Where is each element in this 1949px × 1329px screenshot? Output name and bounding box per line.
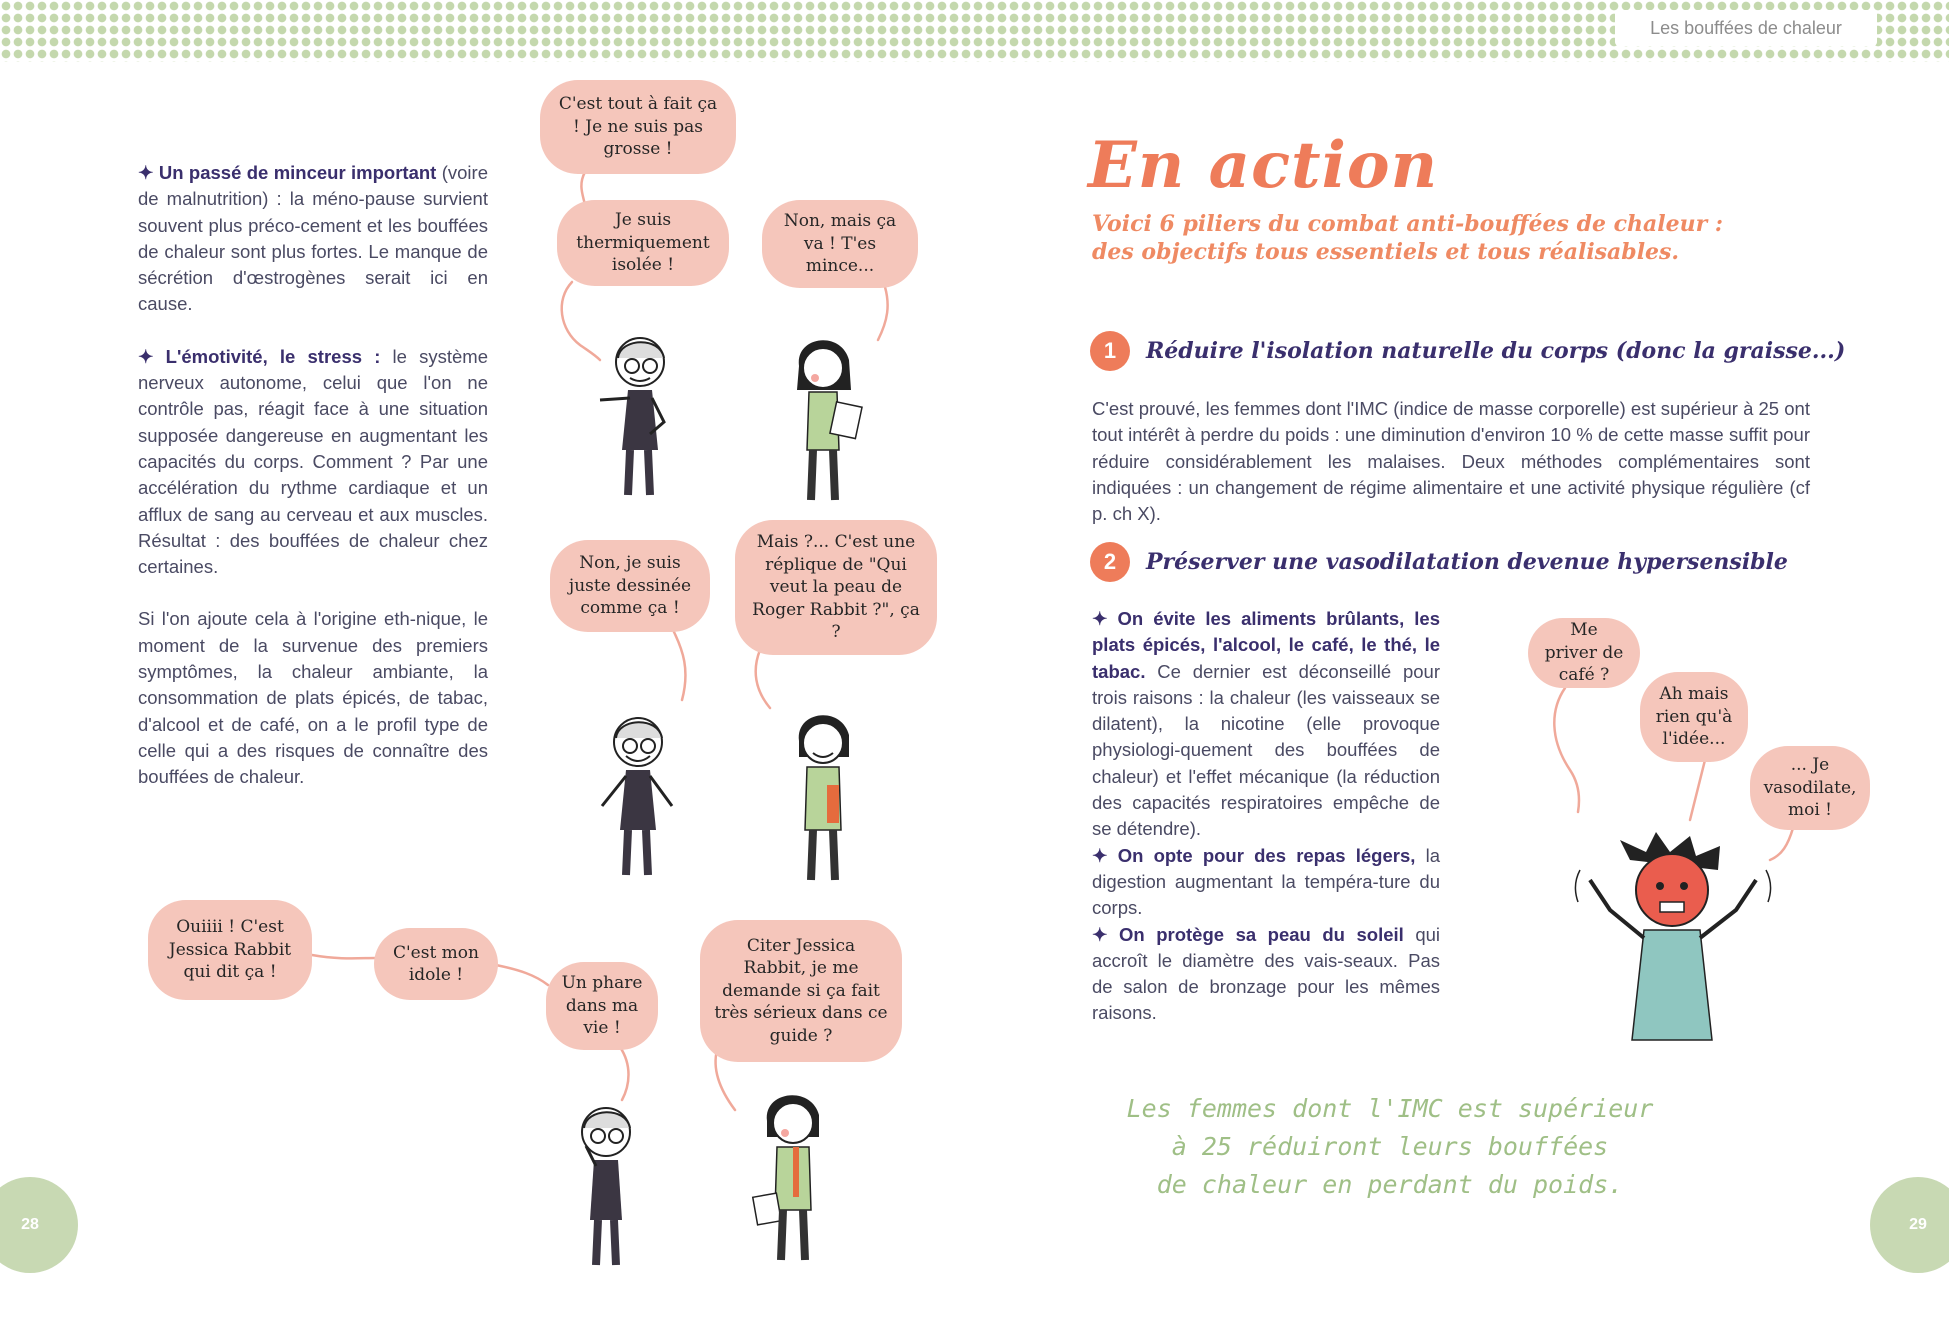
flushed-woman-figure bbox=[1560, 830, 1790, 1060]
section-subtitle: Voici 6 piliers du combat anti-bouffées de chaleur : des objectifs tous essentiels et tous réalisables. bbox=[1092, 211, 1723, 265]
section-heading: En action bbox=[1088, 128, 1439, 203]
speech-bubble-2: Je suis thermiquement isolée ! bbox=[557, 200, 729, 286]
speech-bubble-6: Ouiiii ! C'est Jessica Rabbit qui dit ça ! bbox=[148, 900, 312, 1000]
pillar-2-title: Préserver une vasodilatation devenue hypersensible bbox=[1146, 549, 1788, 575]
lead-repas: ✦ On opte pour des repas légers, bbox=[1092, 844, 1416, 866]
pillar-1-text: C'est prouvé, les femmes dont l'IMC (indice de masse corporelle) est supérieur à 25 ont tout intérêt à perdre du poids : une diminution d'environ 10 % de cette masse suffit pour réduire considérablement les malaises. Deux méthodes complémentaires sont indiquées : un changement de régime alimentaire et une activité physique régulière (cf p. ch X). bbox=[1092, 398, 1810, 525]
speech-bubble-3: Non, mais ça va ! T'es mince... bbox=[762, 200, 918, 288]
speech-bubble-7: C'est mon idole ! bbox=[374, 928, 498, 1000]
speech-bubble-10: Me priver de café ? bbox=[1528, 618, 1640, 688]
speech-bubble-1: C'est tout à fait ça ! Je ne suis pas grosse ! bbox=[540, 80, 736, 174]
page-number-right: 29 bbox=[1870, 1177, 1949, 1273]
woman-glasses-figure-2 bbox=[590, 710, 680, 880]
woman-glasses-figure-1 bbox=[590, 330, 680, 500]
pillar-1-header bbox=[1090, 331, 1845, 371]
speech-bubble-4: Non, je suis juste dessinée comme ça ! bbox=[550, 540, 710, 632]
paragraph-stress: ✦ L'émotivité, le stress : le système nerveux autonome, celui que l'on ne contrôle pas, réagit face à une situation supposée dangereuse en augmentant les capacités du corps. Comment ? Par une accélération du rythme cardiaque et un afflux de sang au cerveau et aux muscles. Résultat : des bouffées de chaleur chez certaines. bbox=[138, 345, 488, 578]
woman-glasses-figure-3 bbox=[560, 1100, 650, 1270]
pillar-2-header bbox=[1090, 542, 1788, 582]
speech-bubble-9: Citer Jessica Rabbit, je me demande si ça fait très sérieux dans ce guide ? bbox=[700, 920, 902, 1062]
lead-soleil: ✦ On protège sa peau du soleil bbox=[1092, 923, 1404, 945]
pull-quote: Les femmes dont l'IMC est supérieur à 25 réduiront leurs bouffées de chaleur en perdant du poids. bbox=[1126, 1094, 1654, 1199]
speech-bubble-5: Mais ?... C'est une réplique de "Qui veut la peau de Roger Rabbit ?", ça ? bbox=[735, 520, 937, 655]
pillar-1-number: 1 bbox=[1090, 331, 1130, 371]
speech-bubble-8: Un phare dans ma vie ! bbox=[546, 962, 658, 1050]
page-number-left: 28 bbox=[0, 1177, 78, 1273]
lead-stress: ✦ L'émotivité, le stress : bbox=[138, 345, 381, 367]
paragraph-profil: Si l'on ajoute cela à l'origine eth-nique, le moment de la survenue des premiers symptômes, la chaleur ambiante, la consommation de plats épicés, de tabac, d'alcool et de café, on a le profil type de celle qui a des risques de connaître des bouffées de chaleur. bbox=[138, 608, 488, 788]
paragraph-minceur: ✦ Un passé de minceur important (voire de malnutrition) : la méno-pause survient souvent plus préco-cement et les bouffées de chaleur sont plus fortes. Le manque de sécrétion d'œstrogènes serait ici en cause. bbox=[138, 162, 488, 315]
lead-minceur: ✦ Un passé de minceur important bbox=[138, 162, 437, 183]
lead-aliments: ✦ On évite les aliments brûlants, les plats épicés, l'alcool, le café, le thé, le tabac. bbox=[1092, 608, 1440, 682]
woman-dark-hair-figure-2 bbox=[775, 705, 875, 885]
speech-bubble-12: ... Je vasodilate, moi ! bbox=[1750, 746, 1870, 830]
pillar-2-text: ✦ On évite les aliments brûlants, les plats épicés, l'alcool, le café, le thé, le tabac. Ce dernier est déconseillé pour trois raisons : la chaleur (les vaisseaux se dilatent), la nicotine (elle provoque physiologi-quement des bouffées de chaleur) et l'effet mécanique (la réduction des capacités respiratoires empêche de se détendre). ✦ On opte pour des repas légers, la digestion augmentant la tempéra-ture du corps. ✦ On protège sa peau du soleil qui accroît le diamètre des vais-seaux. Pas de salon de bronzage pour les mêmes raisons. bbox=[1092, 608, 1441, 1024]
speech-bubble-11: Ah mais rien qu'à l'idée... bbox=[1640, 672, 1748, 762]
pillar-1-title: Réduire l'isolation naturelle du corps (donc la graisse...) bbox=[1146, 338, 1846, 364]
woman-dark-hair-figure-3 bbox=[745, 1085, 845, 1265]
woman-dark-hair-figure-1 bbox=[775, 330, 875, 505]
running-head: Les bouffées de chaleur bbox=[1615, 10, 1877, 46]
pillar-2-number: 2 bbox=[1090, 542, 1130, 582]
left-text-column bbox=[138, 160, 488, 817]
